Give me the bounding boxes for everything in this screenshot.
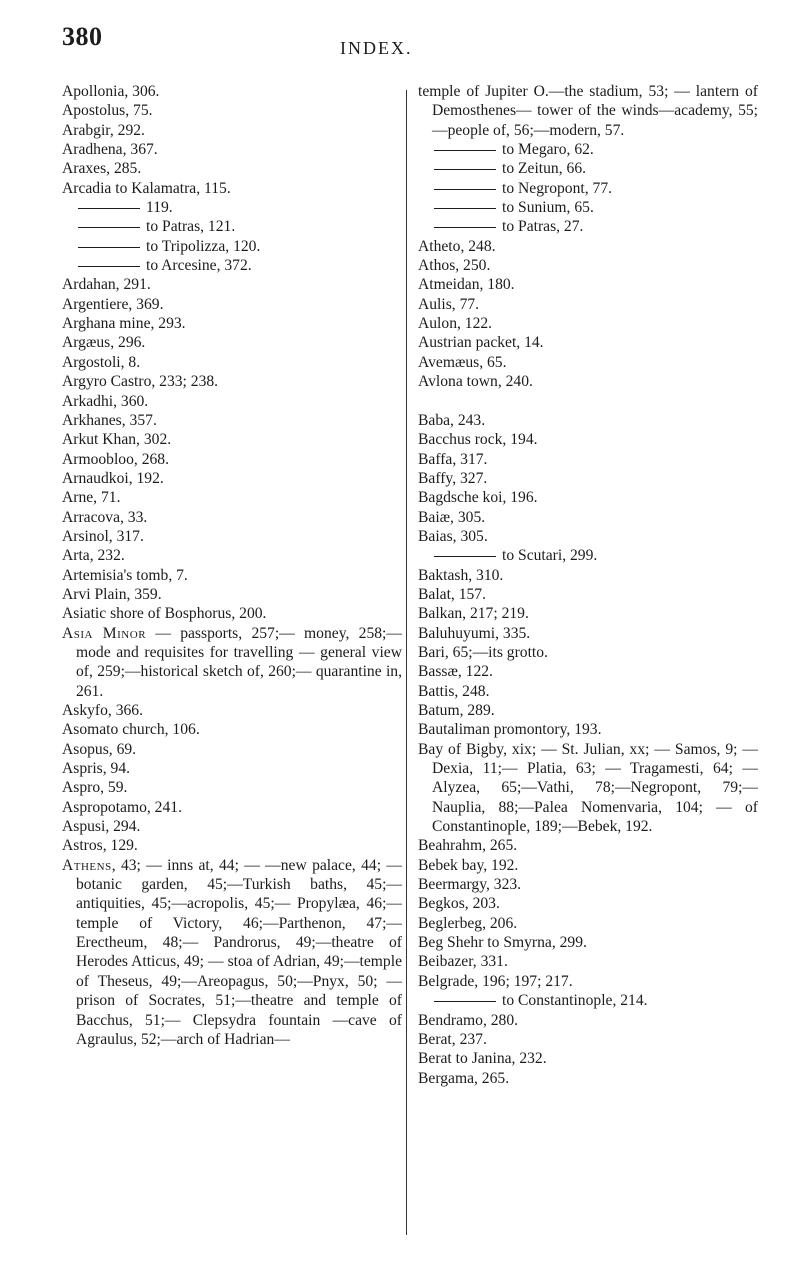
entry-text: to Sunium, 65.	[502, 199, 594, 217]
index-entry	[62, 430, 402, 449]
ditto-dash	[434, 227, 496, 228]
entry-text: Aulis, 77.	[418, 295, 480, 313]
entry-text: Argostoli, 8.	[62, 353, 141, 371]
entry-text: Bendramo, 280.	[418, 1011, 519, 1029]
entry-text: Beermargy, 323.	[418, 876, 522, 894]
entry-text: Battis, 248.	[418, 682, 490, 700]
entry-text: Beglerbeg, 206.	[418, 914, 518, 932]
entry-text: Artemisia's tomb, 7.	[62, 566, 188, 584]
entry-text: Asomato church, 106.	[62, 721, 200, 739]
entry-text: Baffa, 317.	[418, 450, 488, 468]
index-entry	[418, 527, 758, 546]
entry-text: to Patras, 27.	[502, 218, 584, 236]
index-entry	[62, 333, 402, 352]
entry-text: Apollonia, 306.	[62, 83, 160, 100]
index-entry	[62, 759, 402, 778]
entry-text: Arsinol, 317.	[62, 527, 144, 545]
entry-text: Arkadhi, 360.	[62, 392, 149, 410]
entry-text: Austrian packet, 14.	[418, 334, 544, 352]
entry-text: Araxes, 285.	[62, 160, 142, 178]
entry-text: Apostolus, 75.	[62, 102, 153, 120]
entry-text: Beg Shehr to Smyrna, 299.	[418, 934, 587, 952]
index-entry	[418, 1011, 758, 1030]
index-entry	[418, 546, 758, 565]
index-entry	[62, 836, 402, 855]
index-entry	[418, 585, 758, 604]
index-entry	[418, 933, 758, 952]
entry-text: 119.	[146, 199, 173, 217]
index-entry	[418, 682, 758, 701]
index-entry	[62, 469, 402, 488]
index-entry	[62, 701, 402, 720]
index-entry	[62, 198, 402, 217]
index-entry	[418, 991, 758, 1010]
index-entry	[62, 353, 402, 372]
index-entry	[62, 82, 402, 101]
entry-text: to Arcesine, 372.	[146, 257, 252, 275]
index-entry	[62, 140, 402, 159]
index-entry	[418, 450, 758, 469]
entry-text: to Constantinople, 214.	[502, 992, 648, 1010]
entry-text: Asiatic shore of Bosphorus, 200.	[62, 605, 267, 623]
running-head: INDEX.	[340, 38, 413, 58]
index-entry	[418, 720, 758, 739]
index-entry	[62, 179, 402, 198]
index-entry	[418, 392, 758, 411]
index-entry	[418, 508, 758, 527]
index-entry	[62, 798, 402, 817]
ditto-dash	[434, 189, 496, 190]
index-entry	[62, 856, 402, 1049]
column-divider	[406, 90, 407, 1235]
ditto-dash	[434, 1001, 496, 1002]
entry-text: Argæus, 296.	[62, 334, 146, 352]
entry-text: to Megaro, 62.	[502, 141, 594, 159]
entry-text: Aradhena, 367.	[62, 141, 158, 159]
index-column-right	[418, 82, 758, 1088]
entry-text: Baluhuyumi, 335.	[418, 624, 531, 642]
entry-text: Arvi Plain, 359.	[62, 585, 162, 603]
entry-text: Aspro, 59.	[62, 779, 128, 797]
entry-text: Aspris, 94.	[62, 760, 131, 778]
index-entry	[418, 411, 758, 430]
entry-text: to Patras, 121.	[146, 218, 236, 236]
entry-text: Baias, 305.	[418, 527, 488, 545]
index-entry	[418, 275, 758, 294]
index-entry	[418, 662, 758, 681]
index-entry	[418, 914, 758, 933]
ditto-dash	[78, 266, 140, 267]
index-entry	[418, 875, 758, 894]
index-entry	[62, 372, 402, 391]
entry-text: Arracova, 33.	[62, 508, 148, 526]
index-entry	[418, 566, 758, 585]
entry-text: Bautaliman promontory, 193.	[418, 721, 602, 739]
entry-text: Asopus, 69.	[62, 740, 137, 758]
index-entry	[62, 450, 402, 469]
index-entry	[62, 217, 402, 236]
index-entry	[418, 333, 758, 352]
entry-text: Beibazer, 331.	[418, 953, 508, 971]
entry-text: temple of Jupiter O.—the stadium, 53; — lantern of Demosthenes— tower of the winds—academy, 55; —people of, 56;—modern, 57.	[418, 83, 758, 139]
index-entry	[418, 1069, 758, 1088]
index-entry	[62, 546, 402, 565]
entry-text: Arnaudkoi, 192.	[62, 469, 164, 487]
index-entry	[62, 488, 402, 507]
entry-text: Bacchus rock, 194.	[418, 431, 538, 449]
index-entry	[62, 624, 402, 701]
index-entry	[62, 817, 402, 836]
entry-text: Beahrahm, 265.	[418, 837, 518, 855]
index-entry	[418, 179, 758, 198]
entry-text: Arkut Khan, 302.	[62, 431, 172, 449]
index-entry	[418, 159, 758, 178]
index-entry	[62, 314, 402, 333]
entry-text: Balkan, 217; 219.	[418, 605, 529, 623]
index-entry	[62, 237, 402, 256]
ditto-dash	[78, 227, 140, 228]
index-entry	[62, 566, 402, 585]
entry-headword: Asia Minor	[62, 624, 147, 642]
entry-text: Belgrade, 196; 197; 217.	[418, 972, 573, 990]
index-entry	[418, 836, 758, 855]
ditto-dash	[434, 169, 496, 170]
entry-text: Baba, 243.	[418, 411, 486, 429]
entry-text: Aspusi, 294.	[62, 818, 141, 836]
entry-text: Arkhanes, 357.	[62, 411, 157, 429]
index-entry	[418, 740, 758, 837]
entry-text: Athos, 250.	[418, 257, 491, 275]
index-entry	[418, 82, 758, 140]
index-entry	[418, 469, 758, 488]
entry-text: Batum, 289.	[418, 702, 495, 719]
index-entry	[418, 256, 758, 275]
entry-text: to Scutari, 299.	[502, 547, 598, 565]
entry-text: Berat, 237.	[418, 1030, 487, 1048]
entry-text: Armoobloo, 268.	[62, 450, 169, 468]
index-entry	[418, 217, 758, 236]
ditto-dash	[78, 247, 140, 248]
index-entry	[418, 430, 758, 449]
entry-text: Bebek bay, 192.	[418, 856, 519, 874]
index-entry	[418, 488, 758, 507]
entry-text: Arabgir, 292.	[62, 121, 145, 139]
index-entry	[418, 1049, 758, 1068]
entry-text: Atheto, 248.	[418, 237, 496, 255]
entry-text: Baktash, 310.	[418, 566, 504, 584]
index-entry	[418, 972, 758, 991]
index-entry	[62, 720, 402, 739]
page-number: 380	[62, 22, 103, 51]
entry-text: Bay of Bigby, xix; — St. Julian, xx; — Samos, 9; — Dexia, 11;— Platia, 63; — Tragamesti, 64; — Alyzea, 65;—Vathi, 78;—Negropont, 79;—Nauplia, 88;—Palea Nomenvaria, 104; — of Constantinople, 189;—Bebek, 192.	[418, 740, 758, 836]
index-entry	[62, 527, 402, 546]
entry-text: to Tripolizza, 120.	[146, 237, 261, 255]
index-entry	[62, 159, 402, 178]
index-entry	[418, 604, 758, 623]
index-entry	[418, 295, 758, 314]
index-entry	[418, 701, 758, 720]
index-entry	[62, 101, 402, 120]
index-entry	[418, 1030, 758, 1049]
index-entry	[62, 256, 402, 275]
entry-text: Berat to Janina, 232.	[418, 1050, 547, 1068]
entry-text: Aspropotamo, 241.	[62, 798, 182, 816]
ditto-dash	[434, 208, 496, 209]
entry-text: Arghana mine, 293.	[62, 315, 186, 333]
index-entry	[418, 372, 758, 391]
ditto-dash	[78, 208, 140, 209]
entry-text: Atmeidan, 180.	[418, 276, 515, 294]
index-column-left	[62, 82, 402, 1049]
index-entry	[418, 894, 758, 913]
index-entry	[418, 353, 758, 372]
entry-text: Baiæ, 305.	[418, 508, 486, 526]
index-entry	[62, 508, 402, 527]
index-entry	[418, 624, 758, 643]
entry-text: Bergama, 265.	[418, 1069, 510, 1087]
entry-text: Avemæus, 65.	[418, 353, 507, 371]
entry-text: Bassæ, 122.	[418, 663, 493, 681]
index-entry	[418, 314, 758, 333]
index-entry	[418, 198, 758, 217]
entry-text: Ardahan, 291.	[62, 276, 151, 294]
entry-text: Baffy, 327.	[418, 469, 488, 487]
entry-text: Bari, 65;—its grotto.	[418, 643, 548, 661]
entry-text: Argentiere, 369.	[62, 295, 164, 313]
entry-text: Askyfo, 366.	[62, 702, 143, 719]
entry-text: Aulon, 122.	[418, 315, 493, 333]
ditto-dash	[434, 150, 496, 151]
entry-text: , 43; — inns at, 44; — —new palace, 44; —botanic garden, 45;—Turkish baths, 45;— antiquities, 45;—acropolis, 45;— Propylæa, 46;—temple of Victory, 46;—Parthenon, 47;—Erectheum, 48;— Pandrorus, 49;—theatre of Herodes Atticus, 49; — stoa of Adrian, 49;—temple of Theseus, 49;—Areopagus, 50;—Pnyx, 50; —prison of Socrates, 51;—theatre and temple of Bacchus, 51;— Clepsydra fountain —cave of Agraulus, 52;—arch of Hadrian—	[76, 856, 402, 1048]
entry-text: Arcadia to Kalamatra, 115.	[62, 179, 231, 197]
index-entry	[62, 740, 402, 759]
index-entry	[418, 140, 758, 159]
index-entry	[418, 643, 758, 662]
index-entry	[62, 275, 402, 294]
entry-text: to Negropont, 77.	[502, 179, 613, 197]
index-entry	[418, 952, 758, 971]
entry-headword: Athens	[62, 856, 112, 874]
index-entry	[418, 237, 758, 256]
index-entry	[62, 778, 402, 797]
entry-text: Begkos, 203.	[418, 895, 500, 913]
entry-text: Astros, 129.	[62, 837, 138, 855]
entry-text: — passports, 257;— money, 258;—mode and requisites for travelling — general view of, 259;—historical sketch of, 260;— quarantine in, 261.	[76, 624, 402, 700]
entry-text: Avlona town, 240.	[418, 373, 533, 391]
index-entry	[62, 295, 402, 314]
entry-text: Arne, 71.	[62, 489, 121, 507]
entry-text: Bagdsche koi, 196.	[418, 489, 538, 507]
entry-text: Balat, 157.	[418, 585, 486, 603]
index-entry	[62, 121, 402, 140]
index-entry	[62, 604, 402, 623]
entry-text: Arta, 232.	[62, 547, 125, 565]
index-entry	[62, 411, 402, 430]
index-entry	[62, 392, 402, 411]
index-entry	[62, 585, 402, 604]
entry-text: Argyro Castro, 233; 238.	[62, 373, 219, 391]
index-entry	[418, 856, 758, 875]
ditto-dash	[434, 556, 496, 557]
entry-text: to Zeitun, 66.	[502, 160, 587, 178]
